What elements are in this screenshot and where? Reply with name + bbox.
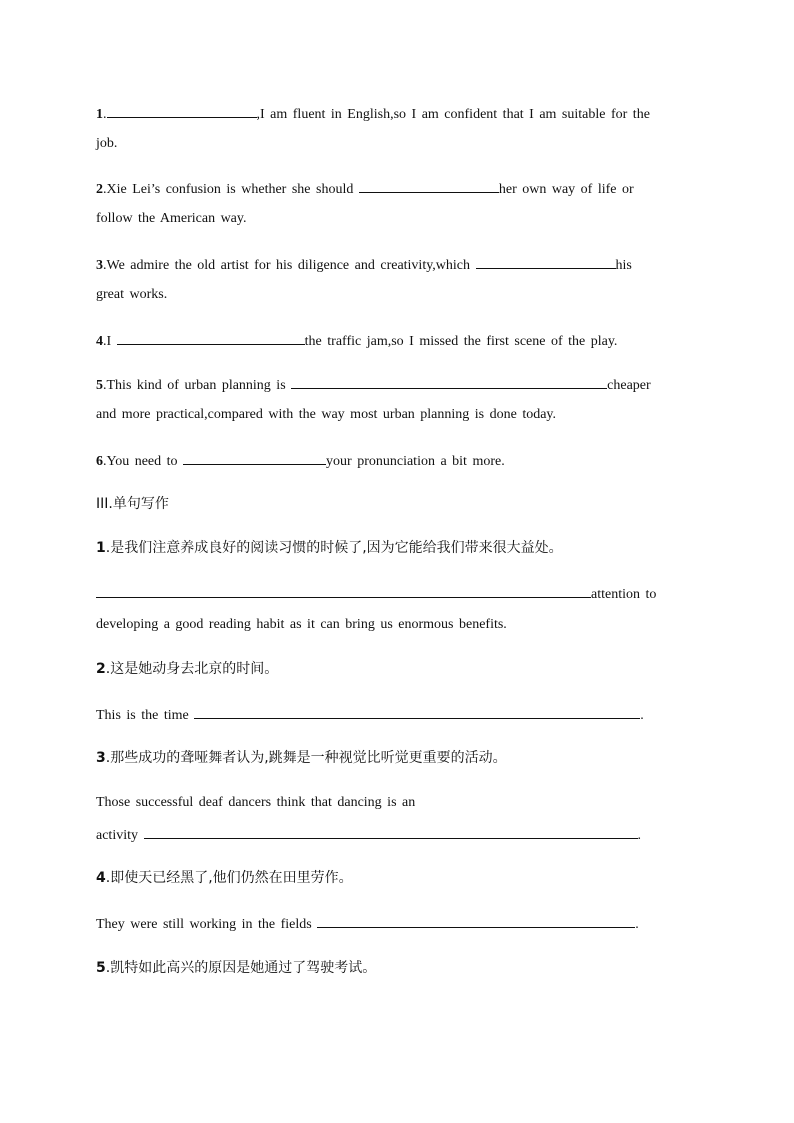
- sentence-text: .Xie Lei’s confusion is whether she should: [103, 182, 354, 197]
- question-number: 1: [96, 540, 106, 556]
- translation-4-prompt: [96, 869, 353, 887]
- question-number: 3: [96, 258, 103, 273]
- chinese-prompt: .是我们注意养成良好的阅读习惯的时候了,因为它能给我们带来很大益处。: [105, 540, 563, 556]
- question-number: 4: [96, 870, 106, 886]
- exercise-3-line: [96, 255, 632, 275]
- sentence-end: .: [635, 917, 639, 932]
- translation-1-line2: developing a good reading habit as it can bring us enormous benefits.: [96, 617, 507, 632]
- translation-5-prompt: [96, 959, 376, 977]
- sentence-text: They were still working in the fields: [96, 917, 312, 932]
- question-number: 2: [96, 661, 106, 677]
- exercise-1-line: 1. ,I am fluent in English,so I am confident that I am suitable for the: [96, 104, 650, 124]
- sentence-end: .: [637, 828, 641, 843]
- answer-blank[interactable]: [359, 179, 499, 193]
- sentence-text: attention to: [591, 587, 657, 602]
- answer-blank[interactable]: [96, 584, 591, 598]
- sentence-text: .This kind of urban planning is: [103, 378, 286, 393]
- sentence-text: his: [615, 258, 632, 273]
- answer-blank[interactable]: [144, 825, 638, 839]
- sentence-text: her own way of life or: [498, 182, 634, 197]
- section-heading: III.单句写作: [96, 496, 169, 512]
- exercise-5-line: [96, 375, 651, 395]
- exercise-5-line2: and more practical,compared with the way most urban planning is done today.: [96, 407, 557, 422]
- sentence-text: .You need to: [103, 454, 178, 469]
- question-number: 3: [96, 750, 106, 766]
- question-number: 6: [96, 454, 103, 469]
- sentence-text: This is the time: [96, 708, 189, 723]
- exercise-1-line2: job.: [96, 136, 118, 151]
- chinese-prompt: .凯特如此高兴的原因是她通过了驾驶考试。: [105, 960, 377, 976]
- chinese-prompt: .这是她动身去北京的时间。: [105, 661, 279, 677]
- translation-3-answer-line: [96, 825, 641, 845]
- answer-blank[interactable]: [107, 104, 257, 118]
- chinese-prompt: .即使天已经黑了,他们仍然在田里劳作。: [105, 870, 353, 886]
- sentence-text: cheaper: [607, 378, 651, 393]
- sentence-text: activity: [96, 828, 138, 843]
- question-number: 2: [96, 182, 103, 197]
- translation-1-answer-line: [96, 584, 656, 604]
- exercise-3-line2: great works.: [96, 287, 168, 302]
- translation-2-answer-line: [96, 705, 644, 725]
- translation-1-prompt: [96, 539, 563, 557]
- sentence-text: .I: [103, 334, 112, 349]
- exercise-6-line: [96, 451, 505, 471]
- exercise-2-line: [96, 179, 634, 199]
- translation-3-line1: Those successful deaf dancers think that dancing is an: [96, 795, 416, 810]
- sentence-text: ,I am fluent in English,so I am confident that I am suitable for the: [256, 107, 650, 122]
- sentence-end: .: [640, 708, 644, 723]
- question-number: 5: [96, 378, 103, 393]
- chinese-prompt: .那些成功的聋哑舞者认为,跳舞是一种视觉比听觉更重要的活动。: [105, 750, 507, 766]
- question-number: 4: [96, 334, 103, 349]
- answer-blank[interactable]: [194, 705, 640, 719]
- sentence-text: the traffic jam,so I missed the first scene of the play.: [304, 334, 618, 349]
- translation-3-prompt: [96, 749, 507, 767]
- answer-blank[interactable]: [291, 375, 607, 389]
- exercise-2-line2: follow the American way.: [96, 211, 247, 226]
- question-number: 1: [96, 107, 103, 122]
- sentence-text: .We admire the old artist for his diligence and creativity,which: [103, 258, 471, 273]
- translation-4-answer-line: [96, 914, 639, 934]
- exercise-4-line: [96, 331, 617, 351]
- answer-blank[interactable]: [117, 331, 305, 345]
- sentence-text: your pronunciation a bit more.: [326, 454, 505, 469]
- answer-blank[interactable]: [183, 451, 326, 465]
- answer-blank[interactable]: [476, 255, 616, 269]
- answer-blank[interactable]: [317, 914, 635, 928]
- question-number: 5: [96, 960, 106, 976]
- translation-2-prompt: [96, 660, 278, 678]
